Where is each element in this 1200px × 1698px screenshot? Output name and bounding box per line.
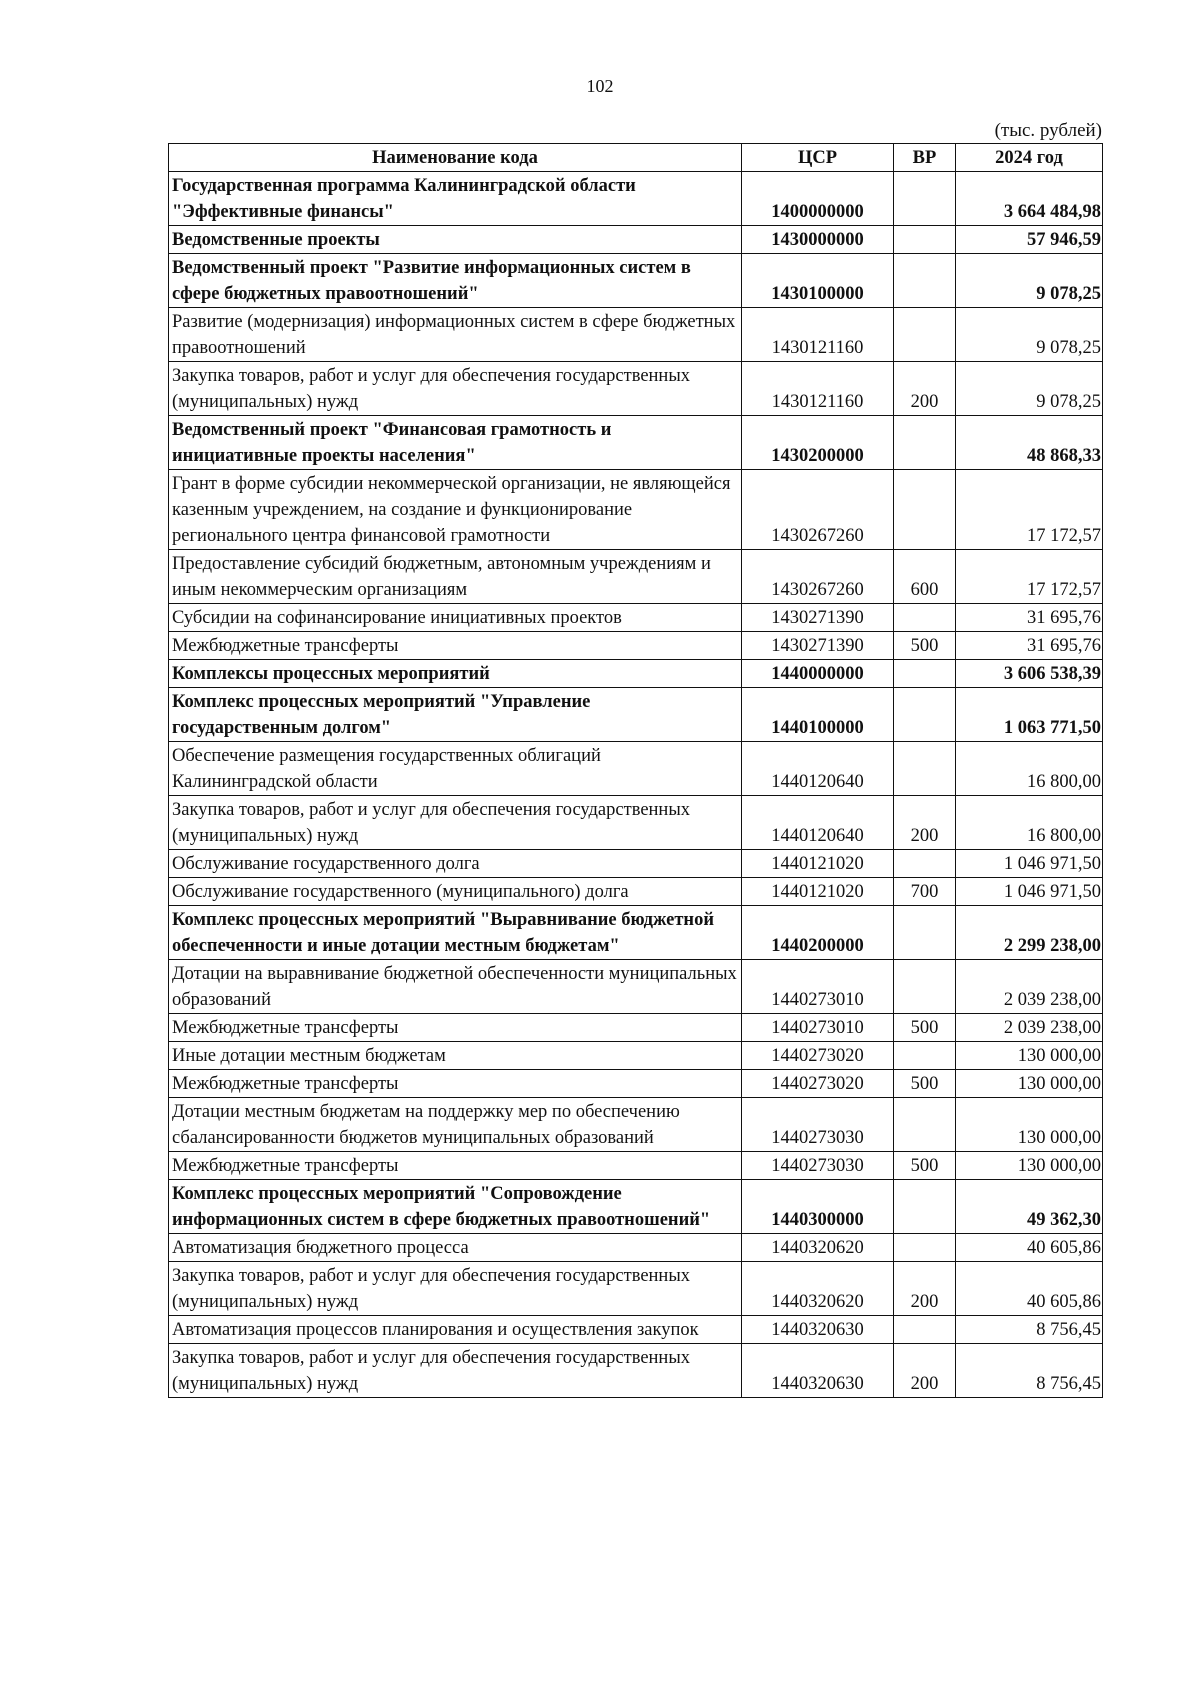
row-vr-code: [894, 688, 956, 742]
row-vr-code: [894, 906, 956, 960]
row-name: Закупка товаров, работ и услуг для обеспечения государственных (муниципальных) нужд: [169, 362, 742, 416]
table-row: [169, 172, 1103, 226]
row-vr-code: [894, 960, 956, 1014]
row-amount: 2 299 238,00: [956, 906, 1103, 960]
row-amount: 16 800,00: [956, 742, 1103, 796]
table-row: [169, 1042, 1103, 1070]
row-csr-code: 1440273010: [742, 960, 894, 1014]
row-csr-code: 1440320620: [742, 1234, 894, 1262]
row-csr-code: 1430000000: [742, 226, 894, 254]
table-row: [169, 1014, 1103, 1042]
row-amount: 8 756,45: [956, 1344, 1103, 1398]
row-name: Субсидии на софинансирование инициативных проектов: [169, 604, 742, 632]
row-csr-code: 1440273010: [742, 1014, 894, 1042]
row-vr-code: 500: [894, 1070, 956, 1098]
row-vr-code: 500: [894, 632, 956, 660]
row-name: Автоматизация бюджетного процесса: [169, 1234, 742, 1262]
row-vr-code: 500: [894, 1152, 956, 1180]
row-amount: 130 000,00: [956, 1152, 1103, 1180]
row-vr-code: [894, 850, 956, 878]
table-row: [169, 1180, 1103, 1234]
table-row: [169, 660, 1103, 688]
row-amount: 3 664 484,98: [956, 172, 1103, 226]
table-row: [169, 878, 1103, 906]
row-csr-code: 1400000000: [742, 172, 894, 226]
row-csr-code: 1440273030: [742, 1098, 894, 1152]
row-name: Межбюджетные трансферты: [169, 1014, 742, 1042]
row-vr-code: [894, 742, 956, 796]
table-row: [169, 632, 1103, 660]
row-name: Комплексы процессных мероприятий: [169, 660, 742, 688]
row-csr-code: 1440000000: [742, 660, 894, 688]
table-body: [169, 172, 1103, 1398]
table-row: [169, 688, 1103, 742]
table-header-row: [169, 144, 1103, 172]
table-row: [169, 742, 1103, 796]
row-amount: 8 756,45: [956, 1316, 1103, 1344]
row-amount: 48 868,33: [956, 416, 1103, 470]
row-amount: 40 605,86: [956, 1234, 1103, 1262]
row-csr-code: 1440273030: [742, 1152, 894, 1180]
row-csr-code: 1440300000: [742, 1180, 894, 1234]
row-amount: 9 078,25: [956, 254, 1103, 308]
row-csr-code: 1440121020: [742, 878, 894, 906]
row-name: Комплекс процессных мероприятий "Управление государственным долгом": [169, 688, 742, 742]
row-csr-code: 1440200000: [742, 906, 894, 960]
table-row: [169, 906, 1103, 960]
row-name: Межбюджетные трансферты: [169, 632, 742, 660]
row-name: Обслуживание государственного долга: [169, 850, 742, 878]
table-row: [169, 308, 1103, 362]
row-csr-code: 1430121160: [742, 308, 894, 362]
budget-table: [168, 143, 1103, 1398]
row-csr-code: 1430271390: [742, 604, 894, 632]
row-name: Ведомственный проект "Развитие информационных систем в сфере бюджетных правоотношений": [169, 254, 742, 308]
table-row: [169, 604, 1103, 632]
row-name: Комплекс процессных мероприятий "Сопровождение информационных систем в сфере бюджетных правоотношений": [169, 1180, 742, 1234]
row-csr-code: 1430121160: [742, 362, 894, 416]
table-row: [169, 1262, 1103, 1316]
row-amount: 2 039 238,00: [956, 960, 1103, 1014]
row-csr-code: 1430267260: [742, 550, 894, 604]
header-year: 2024 год: [956, 144, 1103, 172]
row-amount: 3 606 538,39: [956, 660, 1103, 688]
row-csr-code: 1430100000: [742, 254, 894, 308]
row-amount: 57 946,59: [956, 226, 1103, 254]
row-amount: 130 000,00: [956, 1098, 1103, 1152]
row-csr-code: 1430267260: [742, 470, 894, 550]
row-amount: 31 695,76: [956, 604, 1103, 632]
table-row: [169, 1152, 1103, 1180]
row-vr-code: [894, 1180, 956, 1234]
row-vr-code: [894, 1098, 956, 1152]
row-amount: 9 078,25: [956, 308, 1103, 362]
row-amount: 49 362,30: [956, 1180, 1103, 1234]
row-name: Дотации на выравнивание бюджетной обеспеченности муниципальных образований: [169, 960, 742, 1014]
header-name: Наименование кода: [169, 144, 742, 172]
row-amount: 9 078,25: [956, 362, 1103, 416]
table-row: [169, 416, 1103, 470]
row-vr-code: 500: [894, 1014, 956, 1042]
row-vr-code: [894, 172, 956, 226]
row-name: Автоматизация процессов планирования и осуществления закупок: [169, 1316, 742, 1344]
row-amount: 1 046 971,50: [956, 850, 1103, 878]
header-csr: ЦСР: [742, 144, 894, 172]
page-number: 102: [586, 76, 614, 96]
row-vr-code: [894, 470, 956, 550]
row-vr-code: 200: [894, 362, 956, 416]
row-amount: 16 800,00: [956, 796, 1103, 850]
row-name: Закупка товаров, работ и услуг для обеспечения государственных (муниципальных) нужд: [169, 1262, 742, 1316]
row-name: Грант в форме субсидии некоммерческой организации, не являющейся казенным учреждением, на создание и функционирование регионального центра финансовой грамотности: [169, 470, 742, 550]
table-row: [169, 254, 1103, 308]
row-name: Ведомственные проекты: [169, 226, 742, 254]
row-vr-code: 700: [894, 878, 956, 906]
row-vr-code: [894, 604, 956, 632]
units-label: (тыс. рублей): [994, 120, 1102, 141]
table-row: [169, 850, 1103, 878]
row-csr-code: 1440120640: [742, 742, 894, 796]
row-vr-code: [894, 1234, 956, 1262]
row-vr-code: [894, 1042, 956, 1070]
table-row: [169, 960, 1103, 1014]
table-row: [169, 226, 1103, 254]
table-row: [169, 550, 1103, 604]
row-name: Комплекс процессных мероприятий "Выравнивание бюджетной обеспеченности и иные дотации местным бюджетам": [169, 906, 742, 960]
row-csr-code: 1440320630: [742, 1344, 894, 1398]
row-amount: 17 172,57: [956, 470, 1103, 550]
row-amount: 130 000,00: [956, 1070, 1103, 1098]
row-name: Дотации местным бюджетам на поддержку мер по обеспечению сбалансированности бюджетов муниципальных образований: [169, 1098, 742, 1152]
row-amount: 2 039 238,00: [956, 1014, 1103, 1042]
table-row: [169, 1344, 1103, 1398]
row-name: Иные дотации местным бюджетам: [169, 1042, 742, 1070]
table-row: [169, 1316, 1103, 1344]
table-row: [169, 362, 1103, 416]
row-amount: 1 046 971,50: [956, 878, 1103, 906]
row-vr-code: [894, 416, 956, 470]
row-csr-code: 1440120640: [742, 796, 894, 850]
row-name: Обеспечение размещения государственных облигаций Калининградской области: [169, 742, 742, 796]
row-amount: 31 695,76: [956, 632, 1103, 660]
row-vr-code: 200: [894, 1262, 956, 1316]
row-vr-code: [894, 254, 956, 308]
table-row: [169, 1098, 1103, 1152]
row-name: Закупка товаров, работ и услуг для обеспечения государственных (муниципальных) нужд: [169, 1344, 742, 1398]
row-vr-code: [894, 660, 956, 688]
row-vr-code: [894, 1316, 956, 1344]
table-row: [169, 1070, 1103, 1098]
row-vr-code: [894, 226, 956, 254]
row-csr-code: 1430271390: [742, 632, 894, 660]
row-amount: 40 605,86: [956, 1262, 1103, 1316]
table-row: [169, 1234, 1103, 1262]
row-csr-code: 1440273020: [742, 1070, 894, 1098]
row-vr-code: 600: [894, 550, 956, 604]
row-name: Межбюджетные трансферты: [169, 1152, 742, 1180]
row-csr-code: 1440121020: [742, 850, 894, 878]
row-csr-code: 1440273020: [742, 1042, 894, 1070]
row-csr-code: 1440320620: [742, 1262, 894, 1316]
header-vr: ВР: [894, 144, 956, 172]
row-name: Ведомственный проект "Финансовая грамотность и инициативные проекты населения": [169, 416, 742, 470]
row-vr-code: 200: [894, 796, 956, 850]
row-amount: 17 172,57: [956, 550, 1103, 604]
row-name: Межбюджетные трансферты: [169, 1070, 742, 1098]
row-name: Обслуживание государственного (муниципального) долга: [169, 878, 742, 906]
row-csr-code: 1440100000: [742, 688, 894, 742]
row-csr-code: 1430200000: [742, 416, 894, 470]
row-vr-code: [894, 308, 956, 362]
row-vr-code: 200: [894, 1344, 956, 1398]
table-row: [169, 470, 1103, 550]
row-name: Закупка товаров, работ и услуг для обеспечения государственных (муниципальных) нужд: [169, 796, 742, 850]
row-name: Государственная программа Калининградской области "Эффективные финансы": [169, 172, 742, 226]
row-amount: 1 063 771,50: [956, 688, 1103, 742]
row-amount: 130 000,00: [956, 1042, 1103, 1070]
table-row: [169, 796, 1103, 850]
row-csr-code: 1440320630: [742, 1316, 894, 1344]
row-name: Развитие (модернизация) информационных систем в сфере бюджетных правоотношений: [169, 308, 742, 362]
row-name: Предоставление субсидий бюджетным, автономным учреждениям и иным некоммерческим организациям: [169, 550, 742, 604]
